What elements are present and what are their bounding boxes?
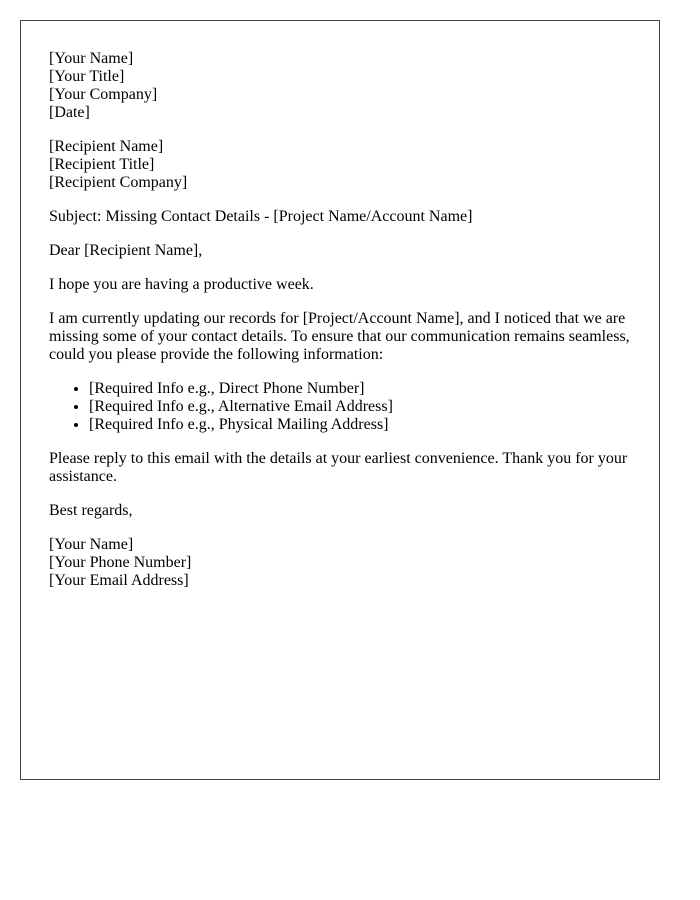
signature-block — [49, 536, 631, 590]
letter-date: [Date] — [49, 104, 90, 121]
sender-block — [49, 50, 631, 122]
signature-phone: [Your Phone Number] — [49, 554, 192, 571]
signoff: Best regards, — [49, 502, 133, 519]
required-info-list — [49, 380, 631, 434]
recipient-title: [Recipient Title] — [49, 156, 155, 173]
sender-title: [Your Title] — [49, 68, 125, 85]
sender-name: [Your Name] — [49, 50, 134, 67]
sender-company: [Your Company] — [49, 86, 158, 103]
request-paragraph: I am currently updating our records for [Project/Account Name], and I noticed that we are missing some of your contact details. To ensure that our communication remains seamless, could you please provide the following information: — [49, 310, 630, 363]
recipient-company: [Recipient Company] — [49, 174, 188, 191]
intro-paragraph: I hope you are having a productive week. — [49, 276, 314, 293]
list-item: • [Required Info e.g., Direct Phone Number] — [89, 380, 631, 398]
signature-email: [Your Email Address] — [49, 572, 189, 589]
salutation: Dear [Recipient Name], — [49, 242, 203, 259]
list-item: • [Required Info e.g., Alternative Email Address] — [89, 398, 631, 416]
recipient-block — [49, 138, 631, 192]
closing-paragraph: Please reply to this email with the details at your earliest convenience. Thank you for your assistance. — [49, 450, 628, 485]
signature-name: [Your Name] — [49, 536, 134, 553]
subject-line: Subject: Missing Contact Details - [Project Name/Account Name] — [49, 208, 473, 225]
recipient-name: [Recipient Name] — [49, 138, 164, 155]
letter-page — [20, 20, 660, 780]
list-item: • [Required Info e.g., Physical Mailing Address] — [89, 416, 631, 434]
